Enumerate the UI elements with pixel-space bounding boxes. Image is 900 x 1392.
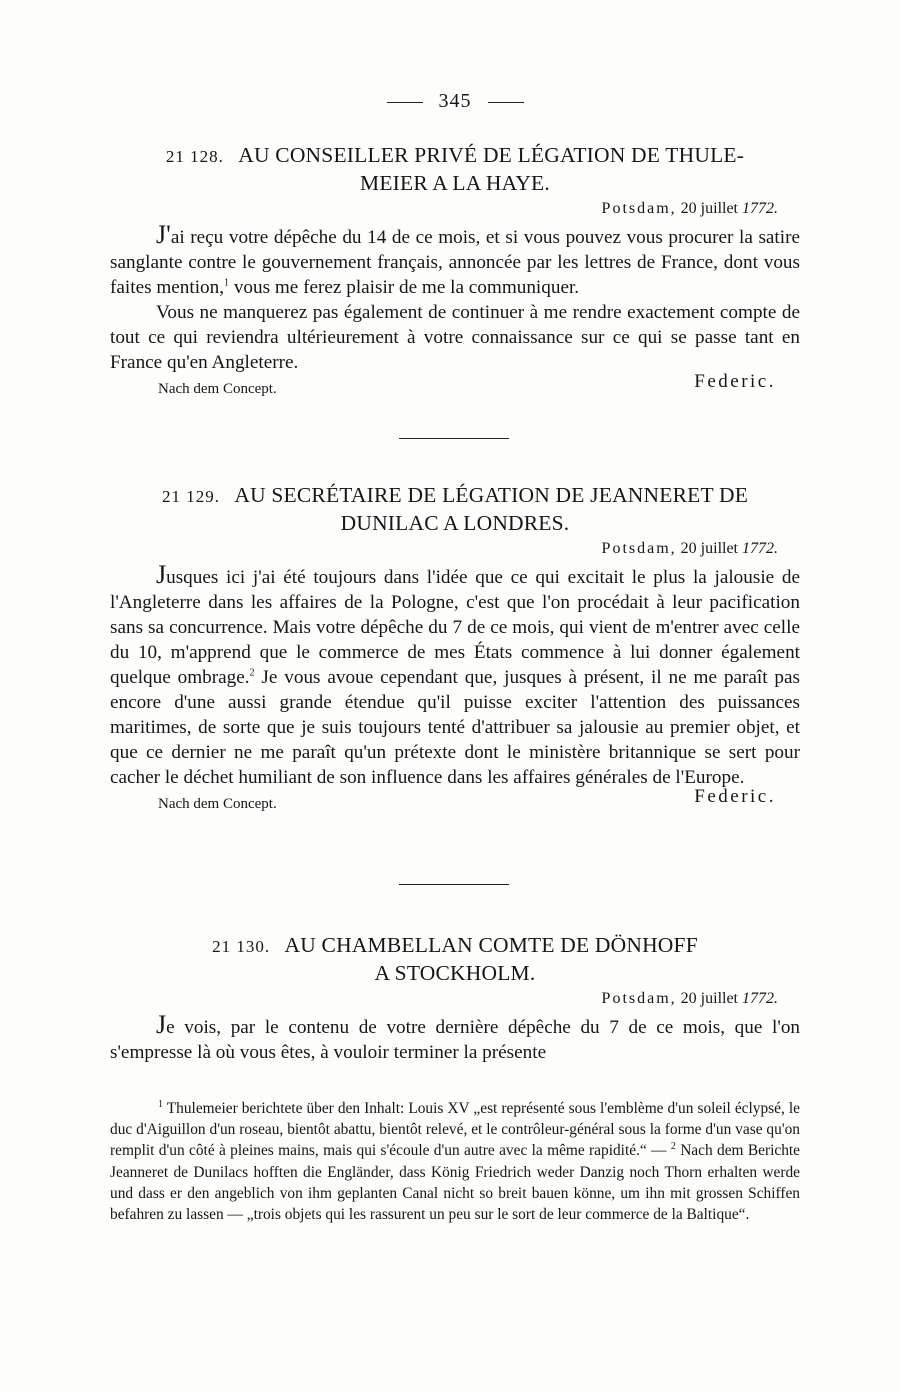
paragraph-text: J'ai reçu votre dépêche du 14 de ce mois, et si vous pouvez vous procurer la satire sanglante contre le gouvernement français, annoncée par les lettres de France, dont vous faites mention,: [110, 220, 800, 298]
dateline-year: 1772.: [742, 540, 778, 557]
letter-heading-line1: AU CONSEILLER PRIVÉ DE LÉGATION DE THULE-: [238, 143, 745, 167]
dateline: [110, 989, 800, 1009]
page-number-line: [110, 90, 800, 113]
dateline: [110, 199, 800, 219]
dateline-place: Potsdam,: [601, 990, 677, 1007]
letter-signoff: [110, 786, 800, 814]
letter-heading: [110, 142, 800, 196]
footnote-block: [110, 1098, 800, 1225]
letter-paragraph: Vous ne manquerez pas également de continuer à me rendre exactement compte de tout ce qui reviendra ultérieurement à votre connaissance sur ce qui se passe tant en France qu'en Angleterre.: [110, 302, 800, 373]
signature: Federic.: [694, 371, 776, 392]
dateline-date: 20 juillet: [680, 200, 738, 217]
letter-signoff: [110, 371, 800, 399]
paragraph-text-tail: Je vous avoue cependant que, jusques à présent, il ne me paraît pas encore d'une aussi grande étendue qu'il puisse exciter l'attention des puissances maritimes, de sorte que je suis toujours tenté d'attribuer sa jalousie au premier objet, et que ce dernier ne me paraît qu'un prétexte dont le ministère britannique se sert pour cacher le déchet humiliant de son influence dans les affaires générales de l'Europe.: [110, 667, 800, 788]
letter-heading-line1: AU CHAMBELLAN COMTE DE DÖNHOFF: [284, 933, 698, 957]
footnotes: [110, 1098, 800, 1225]
letter-paragraph: [110, 222, 800, 300]
footnote-text: Nach dem Berichte Jeanneret de Dunilacs hofften die Engländer, dass König Friedrich weder Danzig noch Thorn erhalten werde und dass er den angeblich von ihm geplanten Canal nicht so breit bauen könne, um ihn mit grossen Schiffen befahren zu lassen — „trois objets qui les rassurent un peu sur le sort de leur commerce de la Baltique“.: [110, 1142, 800, 1224]
letter-body: [110, 1012, 800, 1065]
letter-21128: [110, 142, 800, 399]
letter-number: 21 129.: [161, 487, 220, 506]
dateline-date: 20 juillet: [680, 990, 738, 1007]
dateline-place: Potsdam,: [601, 200, 677, 217]
signature: Federic.: [694, 786, 776, 807]
letter-21130: [110, 932, 800, 1065]
letter-heading-line2: MEIER A LA HAYE.: [360, 171, 550, 195]
dateline-year: 1772.: [742, 200, 778, 217]
letter-21129: [110, 482, 800, 814]
source-note: Nach dem Concept.: [158, 381, 277, 397]
letter-heading: [110, 482, 800, 536]
footnote-marker: 1: [158, 1098, 163, 1110]
letter-paragraph: Je vois, par le contenu de votre dernière dépêche du 7 de ce mois, que l'on s'empresse là où vous êtes, à vouloir terminer la présente: [110, 1010, 800, 1063]
letter-heading-line1: AU SECRÉTAIRE DE LÉGATION DE JEANNERET DE: [234, 483, 749, 507]
footnote-text: Thulemeier berichtete über den Inhalt: Louis XV „est représenté sous l'emblème d'un soleil éclypsé, le duc d'Aiguillon d'un roseau, bientôt abattu, bientôt relevé, et le contrôleur-général sous la forme d'un vase qu'on remplit d'un côté à pleines mains, mais qui s'écoule d'un autre avec la même rapidité.“ —: [110, 1100, 800, 1160]
footnote-marker: 2: [670, 1141, 676, 1153]
letter-number: 21 130.: [212, 937, 271, 956]
dateline-date: 20 juillet: [680, 540, 738, 557]
paragraph-text: Jusques ici j'ai été toujours dans l'idée que ce qui excitait le plus la jalousie de l'Angleterre dans les affaires de la Pologne, c'est que l'on procédait à leur pacification sans sa concurrence. Mais votre dépêche du 7 de ce mois, qui vient de m'entrer avec celle du 10, m'apprend que le commerce de mes États commence à lui donner également quelque ombrage.: [110, 560, 800, 688]
letter-paragraph: [110, 562, 800, 790]
source-note: Nach dem Concept.: [158, 796, 277, 812]
letter-body: [110, 562, 800, 790]
section-divider: [399, 438, 509, 439]
page-number-dash-left: [387, 102, 423, 103]
dateline-year: 1772.: [742, 990, 778, 1007]
paragraph-text-tail: vous me ferez plaisir de me la communiquer.: [229, 277, 580, 298]
letter-heading-line2: A STOCKHOLM.: [374, 961, 536, 985]
footnote-ref: 1: [224, 277, 230, 289]
dateline-place: Potsdam,: [601, 540, 677, 557]
letter-heading-line2: DUNILAC A LONDRES.: [340, 511, 570, 535]
page: [110, 0, 800, 1392]
page-number: 345: [438, 90, 472, 112]
letter-heading: [110, 932, 800, 986]
page-number-dash-right: [488, 102, 524, 103]
footnote-ref: 2: [249, 667, 255, 679]
letter-number: 21 128.: [165, 147, 224, 166]
letter-body: [110, 222, 800, 375]
section-divider: [399, 884, 509, 885]
dateline: [110, 539, 800, 559]
